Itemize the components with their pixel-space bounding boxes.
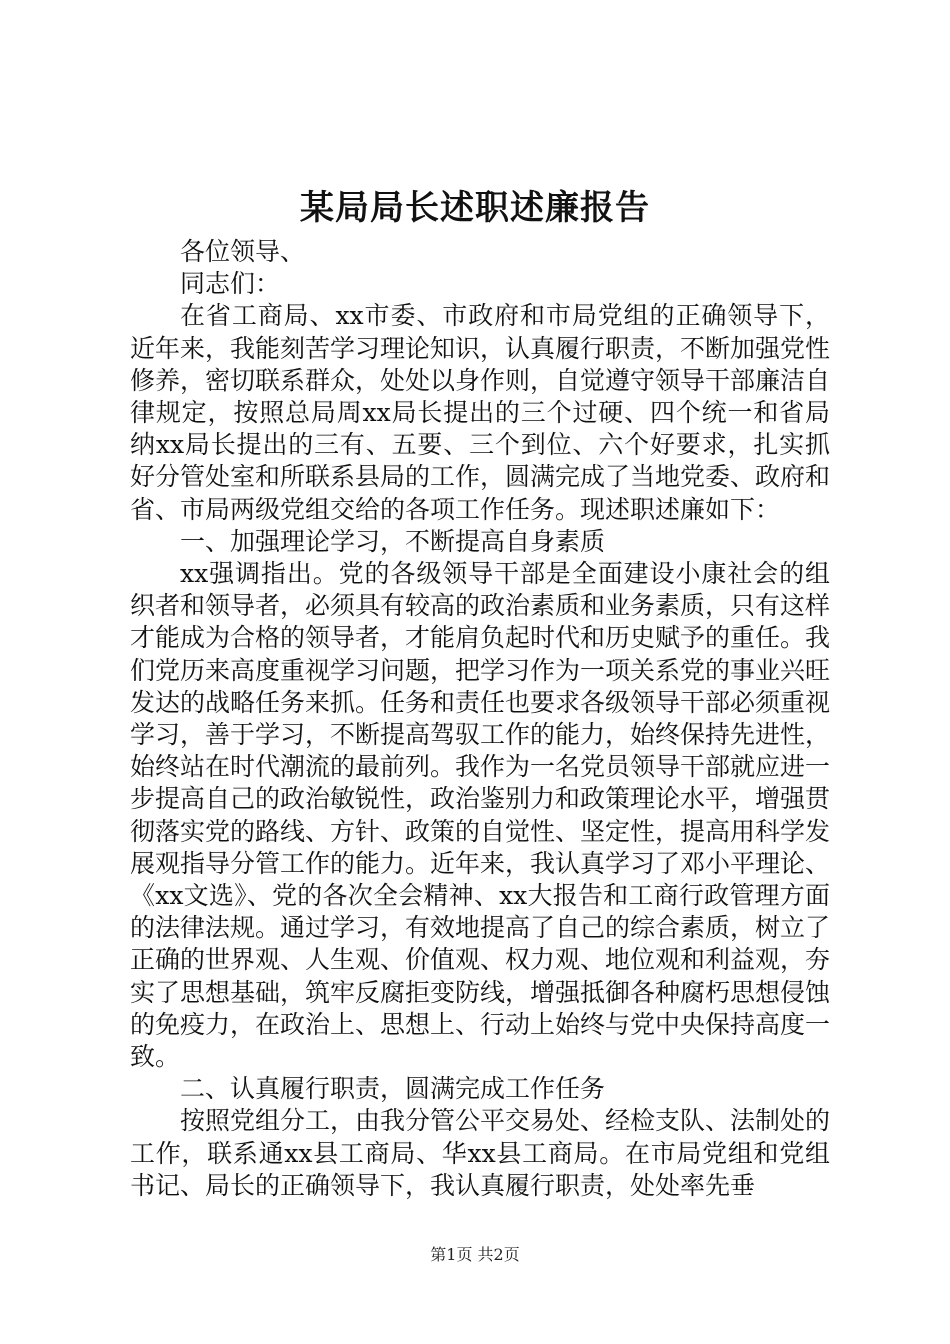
salutation-line: 各位领导、: [180, 237, 306, 266]
body-paragraph: 在省工商局、xx市委、市政府和市局党组的正确领导下，近年来，我能刻苦学习理论知识，认真履行职责，不断加强党性修养，密切联系群众，处处以身作则，自觉遵守领导干部廉洁自律规定，按照总局周xx局长提出的三个过硬、四个统一和省局纳xx局长提出的三有、五要、三个到位、六个好要求，扎实抓好分管处室和所联系县局的工作，圆满完成了当地党委、政府和省、市局两级党组交给的各项工作任务。现述职述廉如下：: [130, 301, 831, 524]
body-paragraph: 按照党组分工，由我分管公平交易处、经检支队、法制处的工作，联系通xx县工商局、华xx县工商局。在市局党组和党组书记、局长的正确领导下，我认真履行职责，处处率先垂: [130, 1106, 831, 1200]
section-heading: 一、加强理论学习，不断提高自身素质: [180, 526, 606, 556]
document-body: [130, 236, 830, 1202]
section-heading: 二、认真履行职责，圆满完成工作任务: [180, 1074, 606, 1104]
document-title: 某局局长述职述廉报告: [300, 188, 650, 228]
salutation-line: 同志们：: [180, 269, 281, 299]
body-paragraph: xx强调指出。党的各级领导干部是全面建设小康社会的组织者和领导者，必须具有较高的政治素质和业务素质，只有这样才能成为合格的领导者，才能肩负起时代和历史赋予的重任。我们党历来高度重视学习问题，把学习作为一项关系党的事业兴旺发达的战略任务来抓。任务和责任也要求各级领导干部必须重视学习，善于学习，不断提高驾驭工作的能力，始终保持先进性，始终站在时代潮流的最前列。我作为一名党员领导干部就应进一步提高自己的政治敏锐性，政治鉴别力和政策理论水平，增强贯彻落实党的路线、方针、政策的自觉性、坚定性，提高用科学发展观指导分管工作的能力。近年来，我认真学习了邓小平理论、《xx文选》、党的各次全会精神、xx大报告和工商行政管理方面的法律法规。通过学习，有效地提高了自己的综合素质，树立了正确的世界观、人生观、价值观、权力观、地位观和利益观，夯实了思想基础，筑牢反腐拒变防线，增强抵御各种腐朽思想侵蚀的免疫力，在政治上、思想上、行动上始终与党中央保持高度一致。: [130, 559, 831, 1072]
page-number-footer: 第1页 共2页: [430, 1245, 520, 1264]
